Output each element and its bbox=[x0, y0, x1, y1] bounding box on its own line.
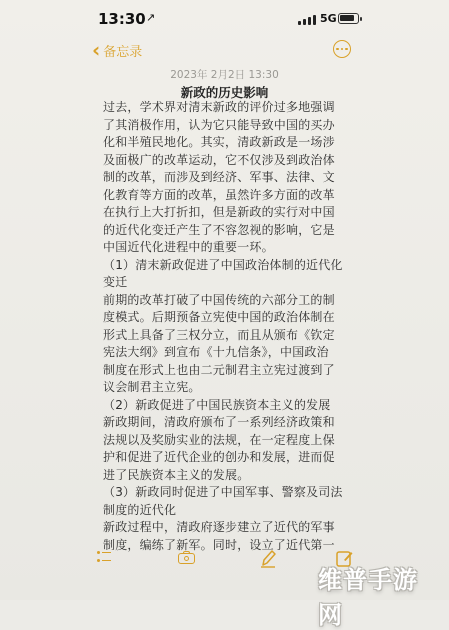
note-line: 在执行上大打折扣，但是新政的实行对中国 bbox=[103, 205, 335, 219]
signal-icon bbox=[298, 14, 316, 25]
status-time: 13:30 bbox=[98, 10, 146, 28]
note-line: 化教育等方面的改革，虽然许多方面的改革 bbox=[103, 187, 335, 202]
note-line: 新政期间，清政府颁布了一系列经济政策和 bbox=[103, 415, 335, 429]
note-line: 护和促进了近代企业的创办和发展，进而促 bbox=[103, 450, 335, 464]
chevron-left-icon: ‹ bbox=[92, 38, 101, 62]
note-line: （1）清末新政促进了中国政治体制的近代化 bbox=[103, 257, 343, 272]
back-button[interactable] bbox=[92, 40, 142, 60]
note-line: （2）新政促进了中国民族资本主义的发展 bbox=[103, 397, 331, 412]
note-line: 化和半殖民地化。其实，清政新政是一场涉 bbox=[103, 135, 335, 149]
note-line: 法规以及奖励实业的法规，在一定程度上保 bbox=[103, 432, 335, 447]
note-line: 形式上具备了三权分立，而且从颁布《钦定 bbox=[103, 327, 335, 342]
note-date: 2023年 2月2日 13:30 bbox=[170, 69, 279, 81]
note-line: 过去，学术界对清末新政的评价过多地强调 bbox=[103, 100, 335, 114]
camera-icon[interactable] bbox=[178, 548, 195, 568]
ellipsis-icon bbox=[336, 48, 339, 51]
note-line: 宪法大纲》到宣布《十九信条》，中国政治 bbox=[103, 345, 329, 359]
note-line: 中国近代化进程中的重要一环。 bbox=[103, 240, 274, 254]
note-line: 制度的近代化 bbox=[103, 502, 177, 517]
note-line: 了其消极作用，认为它只能导致中国的买办 bbox=[103, 117, 335, 132]
back-label: 备忘录 bbox=[103, 44, 143, 60]
note-line: 进了民族资本主义的发展。 bbox=[103, 467, 250, 482]
more-options-button[interactable] bbox=[333, 40, 351, 58]
note-line: 变迁 bbox=[103, 275, 128, 289]
pen-icon[interactable] bbox=[260, 548, 276, 568]
note-line: 新政过程中，清政府逐步建立了近代的军事 bbox=[103, 520, 335, 534]
note-line: （3）新政同时促进了中国军事、警察及司法 bbox=[103, 485, 343, 499]
note-body[interactable] bbox=[103, 99, 357, 554]
location-arrow-icon: ↗ bbox=[146, 11, 156, 24]
note-line: 议会制君主立宪。 bbox=[103, 380, 201, 394]
checklist-icon[interactable] bbox=[97, 548, 111, 568]
note-line: 制的改革，而涉及到经济、军事、法律、文 bbox=[103, 170, 335, 184]
note-line: 及面极广的改革运动，它不仅涉及到政治体 bbox=[103, 152, 335, 167]
network-type: 5G bbox=[320, 12, 337, 25]
status-bar bbox=[0, 8, 449, 30]
note-title[interactable]: 新政的历史影响 bbox=[180, 85, 269, 100]
note-line: 制度在形式上也由二元制君主立宪过渡到了 bbox=[103, 362, 335, 377]
battery-icon bbox=[338, 13, 359, 24]
note-line: 前期的改革打破了中国传统的六部分工的制 bbox=[103, 292, 335, 307]
note-line: 度模式。后期预备立宪使中国的政治体制在 bbox=[103, 310, 335, 324]
watermark-text: 维普手游网 bbox=[318, 566, 418, 629]
note-line: 制度，编练了新军。同时，设立了近代第一 bbox=[103, 537, 335, 552]
note-line: 的近代化变迁产生了不容忽视的影响，它是 bbox=[103, 222, 335, 237]
site-watermark bbox=[318, 560, 440, 629]
